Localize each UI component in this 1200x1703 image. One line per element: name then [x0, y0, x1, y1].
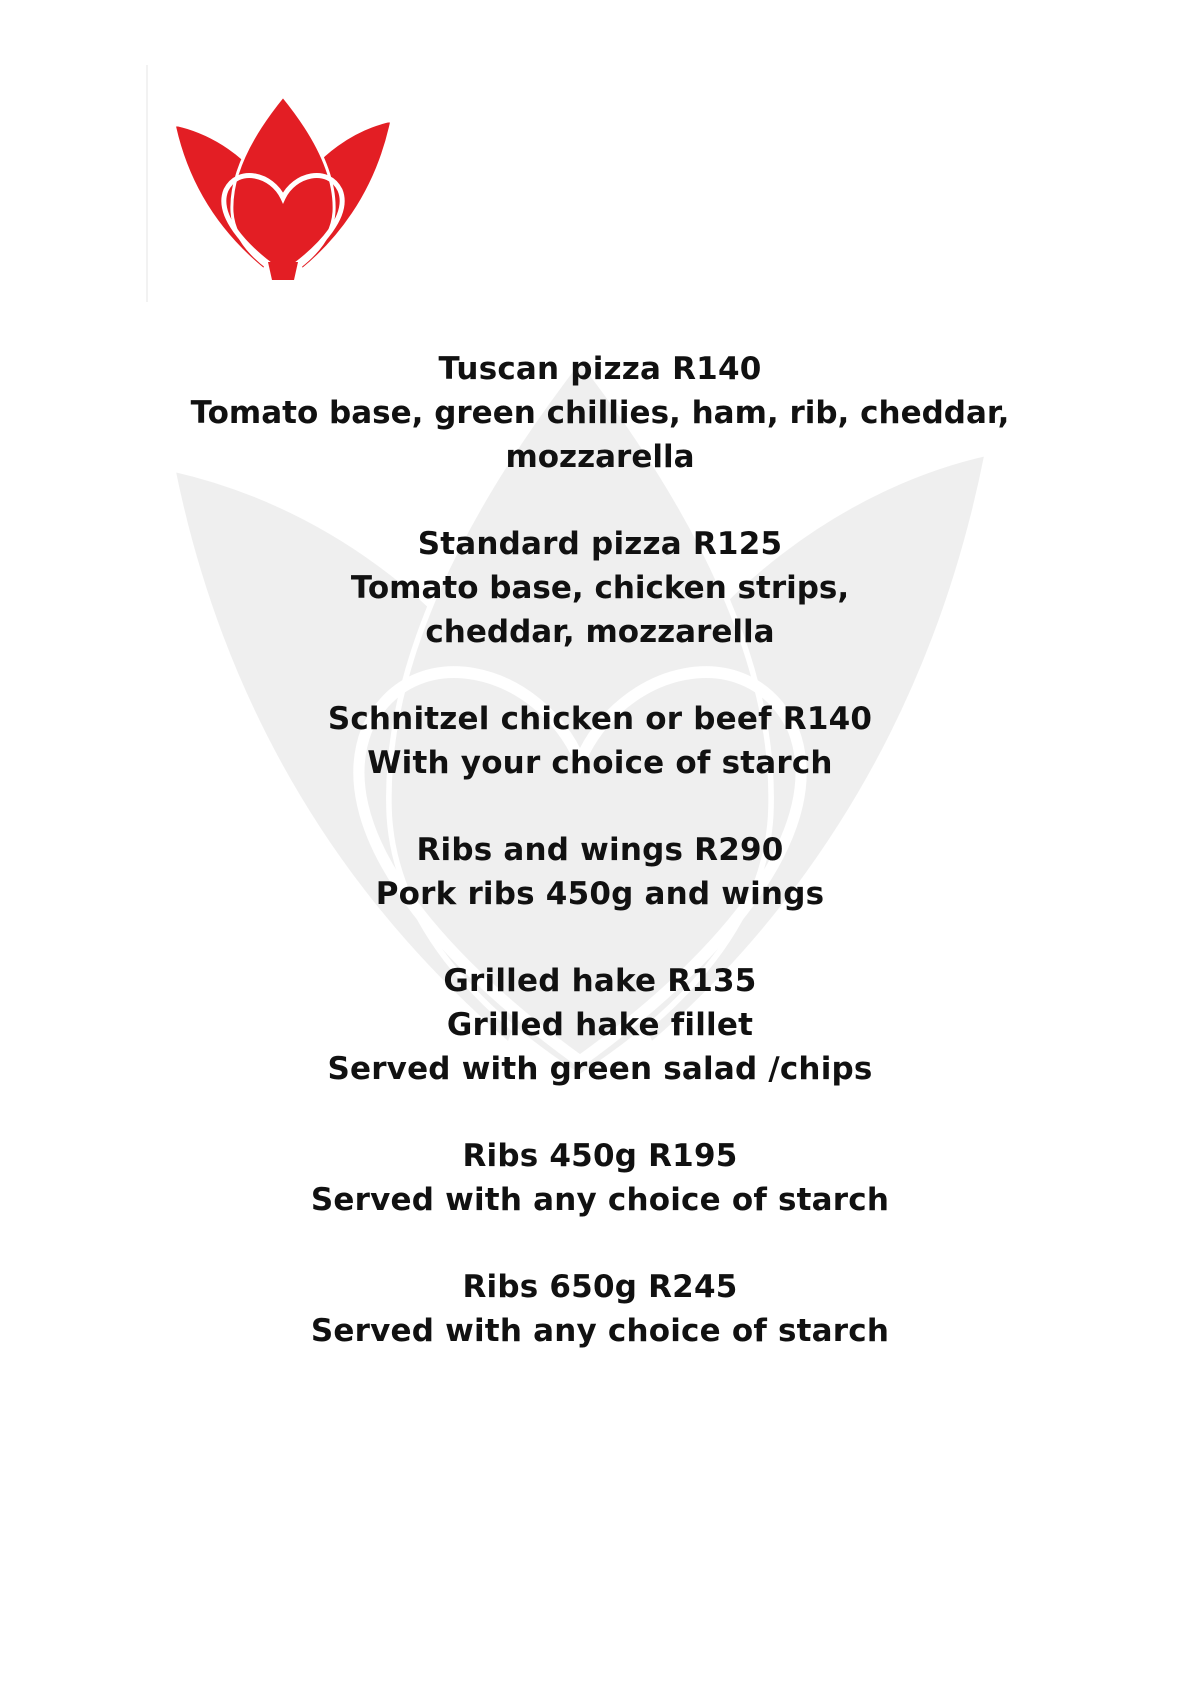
menu-list	[0, 347, 1200, 1396]
dish-description: Grilled hake fillet	[446, 1007, 754, 1043]
dish-description: With your choice of starch	[367, 745, 833, 781]
logo-divider	[146, 65, 148, 302]
dish-title: Schnitzel chicken or beef R140	[327, 701, 873, 737]
dish-description: Served with any choice of starch	[310, 1182, 890, 1218]
menu-item	[0, 959, 1200, 1091]
dish-description: Tomato base, green chillies, ham, rib, cheddar, mozzarella	[190, 395, 1010, 475]
menu-item	[0, 522, 1200, 654]
dish-title: Ribs and wings R290	[416, 832, 784, 868]
dish-title: Grilled hake R135	[443, 963, 757, 999]
menu-item	[0, 347, 1200, 479]
dish-description: Served with any choice of starch	[310, 1313, 890, 1349]
menu-item	[0, 1134, 1200, 1222]
dish-title: Standard pizza R125	[417, 526, 783, 562]
dish-description: Pork ribs 450g and wings	[375, 876, 825, 912]
lotus-heart-icon	[172, 94, 394, 280]
dish-description: Served with green salad /chips	[327, 1051, 873, 1087]
menu-item	[0, 1265, 1200, 1353]
dish-description: Tomato base, chicken strips, cheddar, mozzarella	[350, 570, 850, 650]
menu-item	[0, 828, 1200, 916]
dish-title: Ribs 650g R245	[462, 1269, 738, 1305]
dish-title: Ribs 450g R195	[462, 1138, 738, 1174]
menu-item	[0, 697, 1200, 785]
dish-title: Tuscan pizza R140	[438, 351, 762, 387]
